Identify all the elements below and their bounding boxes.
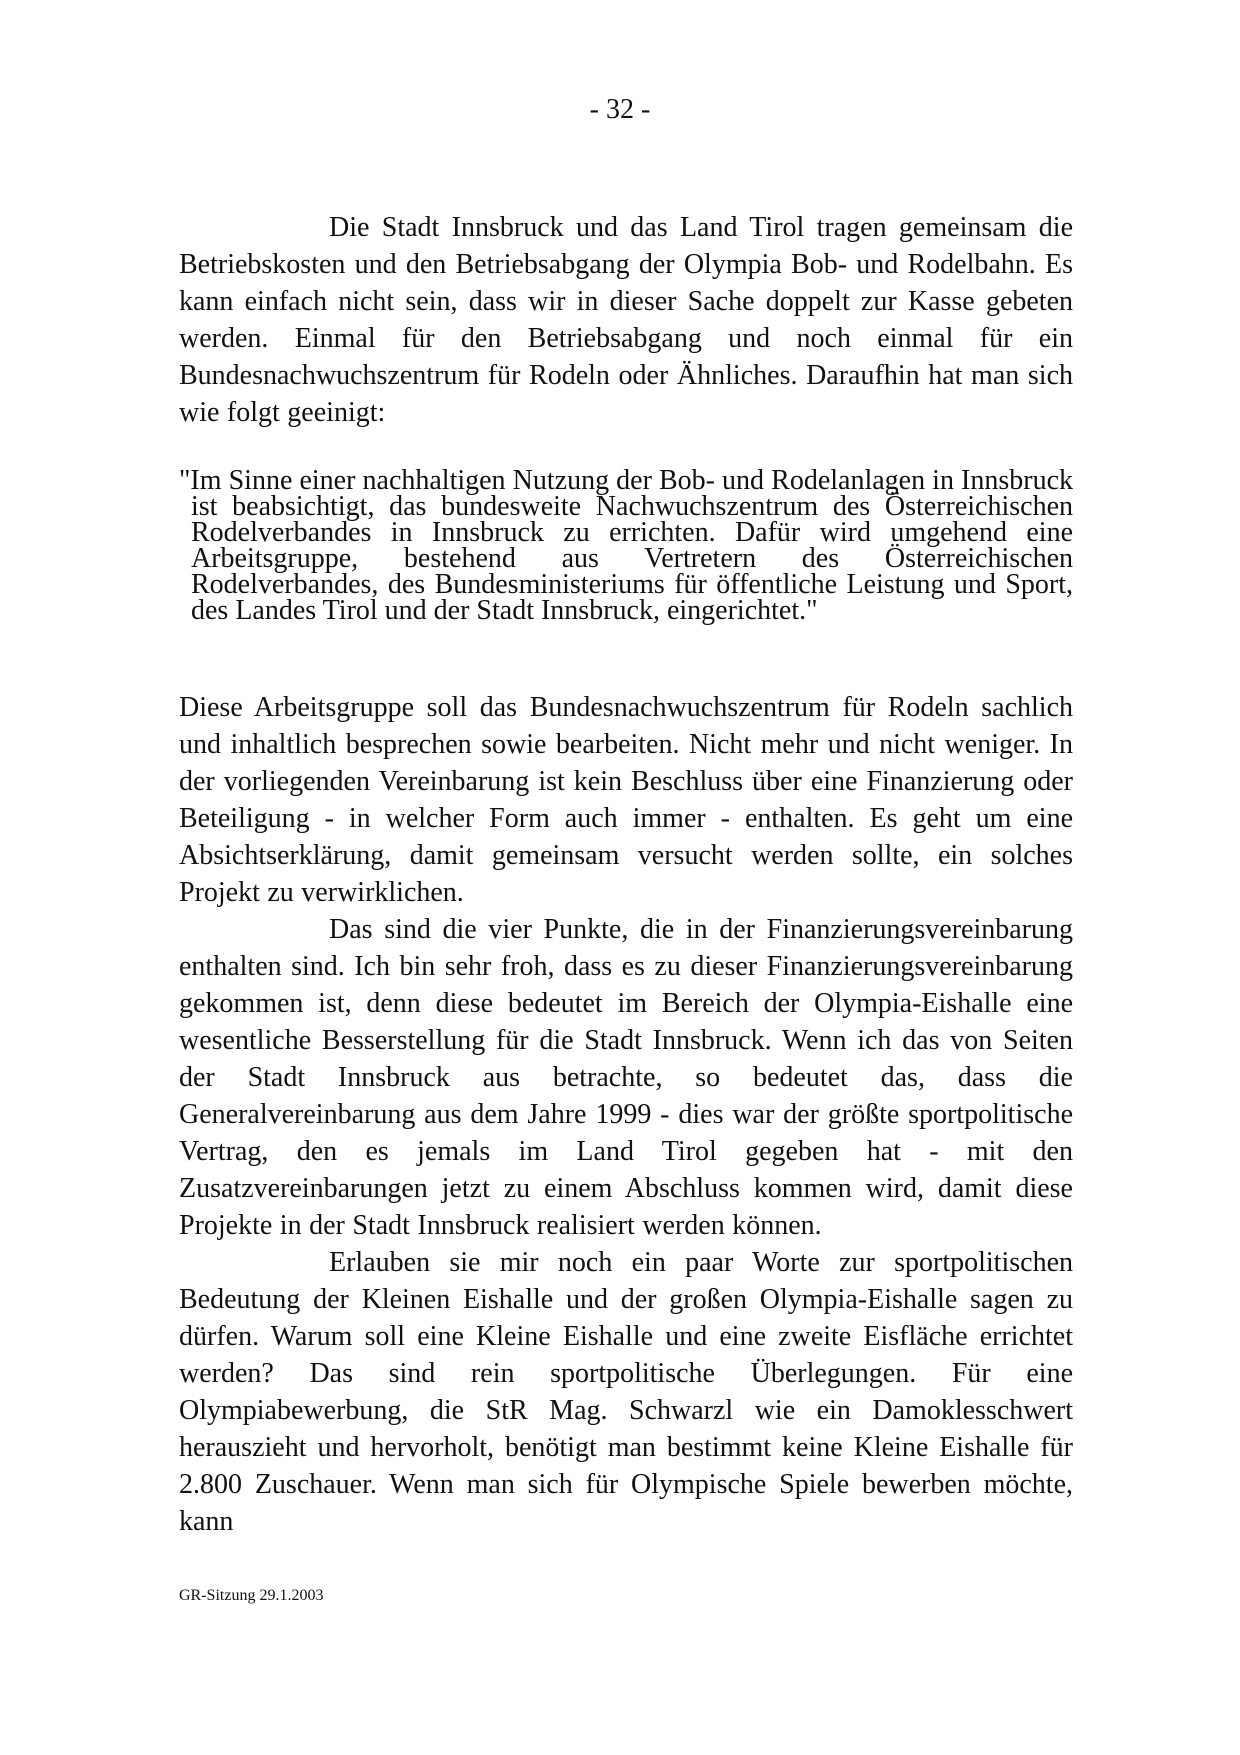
- main-section: [179, 689, 1073, 1540]
- paragraph-arbeitsgruppe: Diese Arbeitsgruppe soll das Bundesnachwuchszentrum für Rodeln sachlich und inhaltlich besprechen sowie bearbeiten. Nicht mehr und nicht weniger. In der vorliegenden Vereinbarung ist kein Beschluss über eine Finanzierung oder Beteiligung - in welcher Form auch immer - enthalten. Es geht um eine Absichtserklärung, damit gemeinsam versucht werden sollte, ein solches Projekt zu verwirklichen.: [179, 692, 1073, 908]
- intro-section: [179, 209, 1073, 431]
- page-number: - 32 -: [589, 94, 651, 125]
- paragraph-betriebskosten: Die Stadt Innsbruck und das Land Tirol tragen gemeinsam die Betriebskosten und den Betriebsabgang der Olympia Bob- und Rodelbahn. Es kann einfach nicht sein, dass wir in dieser Sache doppelt zur Kasse gebeten werden. Einmal für den Betriebsabgang und noch einmal für ein Bundesnachwuchszentrum für Rodeln oder Ähnliches. Daraufhin hat man sich wie folgt geeinigt:: [179, 212, 1073, 428]
- footer-session-date: GR-Sitzung 29.1.2003: [179, 1587, 324, 1604]
- paragraph-eishalle: Erlauben sie mir noch ein paar Worte zur sportpolitischen Bedeutung der Kleinen Eishalle und der großen Olympia-Eishalle sagen zu dürfen. Warum soll eine Kleine Eishalle und eine zweite Eisfläche errichtet werden? Das sind rein sportpolitische Überlegungen. Für eine Olympiabewerbung, die StR Mag. Schwarzl wie ein Damoklesschwert herauszieht und hervorholt, benötigt man bestimmt keine Kleine Eishalle für 2.800 Zuschauer. Wenn man sich für Olympische Spiele bewerben möchte, kann: [179, 1247, 1073, 1537]
- paragraph-finanzierungsvereinbarung: Das sind die vier Punkte, die in der Finanzierungsvereinbarung enthalten sind. Ich bin sehr froh, dass es zu dieser Finanzierungsvereinbarung gekommen ist, denn diese bedeutet im Bereich der Olympia-Eishalle eine wesentliche Besserstellung für die Stadt Innsbruck. Wenn ich das von Seiten der Stadt Innsbruck aus betrachte, so bedeutet das, dass die Generalvereinbarung aus dem Jahre 1999 - dies war der größte sportpolitische Vertrag, den es jemals im Land Tirol gegeben hat - mit den Zusatzvereinbarungen jetzt zu einem Abschluss kommen wird, damit diese Projekte in der Stadt Innsbruck realisiert werden können.: [179, 914, 1073, 1241]
- quoted-agreement: "Im Sinne einer nachhaltigen Nutzung der Bob- und Rodelanlagen in Innsbruck ist beabsichtigt, das bundesweite Nachwuchszentrum des Österreichischen Rodelverbandes in Innsbruck zu errichten. Dafür wird umgehend eine Arbeitsgruppe, bestehend aus Vertretern des Österreichischen Rodelverbandes, des Bundesministeriums für öffentliche Leistung und Sport, des Landes Tirol und der Stadt Innsbruck, eingerichtet.": [179, 465, 1073, 626]
